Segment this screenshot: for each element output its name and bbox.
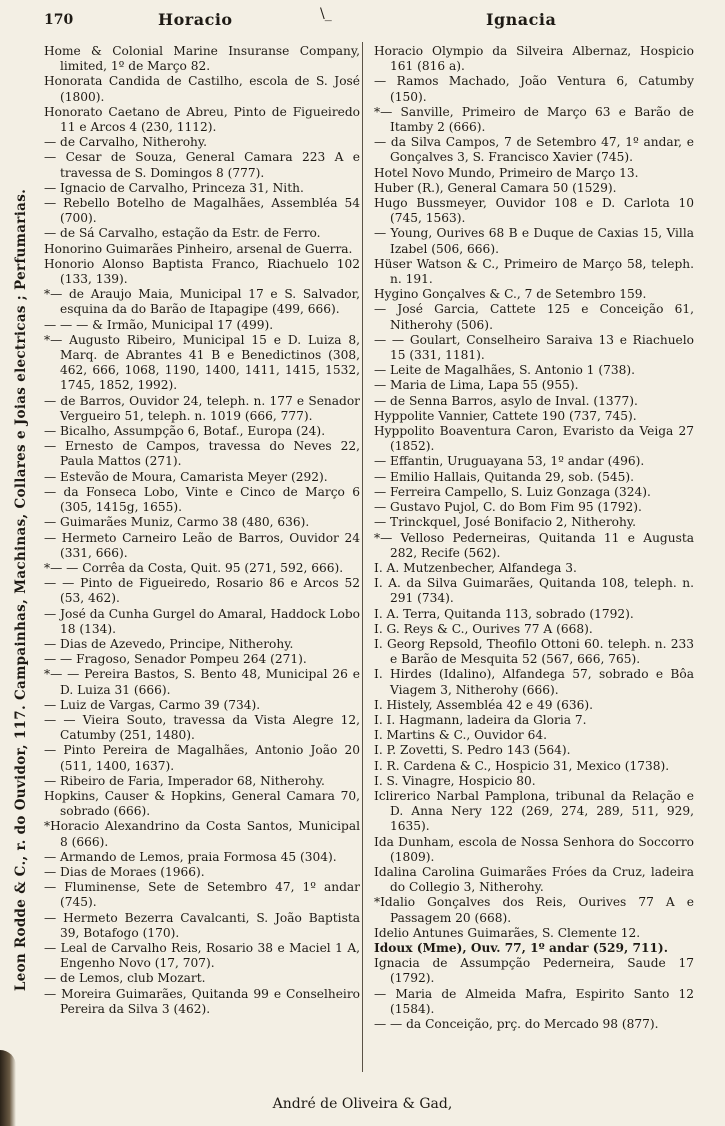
directory-entry: *Horacio Alexandrino da Costa Santos, Municipal 8 (666). — [44, 819, 360, 849]
directory-entry: Home & Colonial Marine Insuranse Company, limited, 1º de Março 82. — [44, 44, 360, 74]
directory-entry: — Dias de Azevedo, Principe, Nitherohy. — [44, 636, 294, 651]
directory-entry: — Leal de Carvalho Reis, Rosario 38 e Maciel 1 A, Engenho Novo (17, 707). — [44, 940, 360, 971]
directory-entry: *— Sanville, Primeiro de Março 63 e Barão de Itamby 2 (666). — [374, 104, 694, 135]
directory-entry: — — Vieira Souto, travessa da Vista Alegre 12, Catumby (251, 1480). — [44, 712, 360, 743]
directory-entry: — Young, Ourives 68 B e Duque de Caxias 15, Villa Izabel (506, 666). — [374, 226, 694, 256]
directory-entry: *— Augusto Ribeiro, Municipal 15 e D. Luiza 8, Marq. de Abrantes 41 B e Benedictinos (308, 462, 666, 1068, 1190, 1400, 1411, 1415, 1532, 1745, 1852, 1992). — [44, 332, 360, 393]
directory-entry: I. A. Terra, Quitanda 113, sobrado (1792). — [374, 606, 634, 621]
left-column — [44, 44, 360, 1017]
directory-entry: I. I. Hagmann, ladeira da Gloria 7. — [374, 712, 587, 727]
directory-entry: Honorata Candida de Castilho, escola de S. José (1800). — [44, 74, 360, 104]
directory-entry: — — Pinto de Figueiredo, Rosario 86 e Arcos 52 (53, 462). — [44, 576, 360, 606]
directory-entry: — — Goulart, Conselheiro Saraiva 13 e Riachuelo 15 (331, 1181). — [374, 332, 694, 363]
directory-entry: — de Barros, Ouvidor 24, teleph. n. 177 e Senador Vergueiro 51, teleph. n. 1019 (666, 777). — [44, 393, 360, 423]
directory-entry: Hüser Watson & C., Primeiro de Março 58, teleph. n. 191. — [374, 256, 694, 287]
directory-entry: — Guimarães Muniz, Carmo 38 (480, 636). — [44, 515, 310, 530]
directory-entry: — de Carvalho, Nitherohy. — [44, 135, 208, 150]
header-mark: \_ — [320, 6, 332, 22]
directory-entry: Honorato Caetano de Abreu, Pinto de Figueiredo 11 e Arcos 4 (230, 1112). — [44, 104, 360, 135]
directory-entry: — — — & Irmão, Municipal 17 (499). — [44, 317, 274, 332]
directory-entry: Honorio Alonso Baptista Franco, Riachuelo 102 (133, 139). — [44, 256, 360, 287]
directory-entry: — Effantin, Uruguayana 53, 1º andar (496). — [374, 454, 645, 469]
directory-entry: — Rebello Botelho de Magalhães, Assembléa 54 (700). — [44, 196, 360, 226]
directory-entry: — Trinckquel, José Bonifacio 2, Nitherohy. — [374, 515, 636, 530]
left-running-title: Horacio — [158, 10, 233, 29]
directory-entry: Hyppolito Boaventura Caron, Evaristo da Veiga 27 (1852). — [374, 424, 694, 454]
directory-entry: Hotel Novo Mundo, Primeiro de Março 13. — [374, 165, 639, 180]
page-edge-stain — [0, 1050, 16, 1126]
directory-entry: *Idalio Gonçalves dos Reis, Ourives 77 A e Passagem 20 (668). — [374, 895, 694, 925]
directory-entry: — da Silva Campos, 7 de Setembro 47, 1º andar, e Gonçalves 3, S. Francisco Xavier (745). — [374, 135, 694, 165]
page-number: 170 — [44, 12, 74, 28]
directory-entry: Horacio Olympio da Silveira Albernaz, Hospicio 161 (816 a). — [374, 44, 694, 74]
directory-entry: — — Fragoso, Senador Pompeu 264 (271). — [44, 652, 307, 667]
directory-entry: — José da Cunha Gurgel do Amaral, Haddock Lobo 18 (134). — [44, 606, 360, 636]
directory-entry: — Leite de Magalhães, S. Antonio 1 (738). — [374, 363, 635, 378]
directory-entry: — Ramos Machado, João Ventura 6, Catumby (150). — [374, 74, 694, 104]
directory-entry: — Emilio Hallais, Quitanda 29, sob. (545). — [374, 469, 635, 484]
directory-entry: — de Lemos, club Mozart. — [44, 971, 206, 986]
directory-entry: *— — Pereira Bastos, S. Bento 48, Municipal 26 e D. Luiza 31 (666). — [44, 667, 360, 697]
directory-entry: — da Fonseca Lobo, Vinte e Cinco de Março 6 (305, 1415g, 1655). — [44, 484, 360, 515]
directory-entry: — Armando de Lemos, praia Formosa 45 (304). — [44, 849, 337, 864]
directory-entry: — Moreira Guimarães, Quitanda 99 e Conselheiro Pereira da Silva 3 (462). — [44, 986, 360, 1016]
directory-entry: I. Hirdes (Idalino), Alfandega 57, sobrado e Bôa Viagem 3, Nitherohy (666). — [374, 667, 694, 697]
directory-entry: Hyppolite Vannier, Cattete 190 (737, 745). — [374, 408, 637, 423]
directory-entry: I. Martins & C., Ouvidor 64. — [374, 728, 547, 743]
directory-entry: *— — Corrêa da Costa, Quit. 95 (271, 592, 666). — [44, 560, 344, 575]
directory-entry: Iclirerico Narbal Pamplona, tribunal da Relação e D. Anna Nery 122 (269, 274, 289, 511, 929, 1635). — [374, 788, 694, 834]
directory-entry: I. P. Zovetti, S. Pedro 143 (564). — [374, 743, 571, 758]
directory-entry: — — da Conceição, prç. do Mercado 98 (877). — [374, 1017, 659, 1031]
directory-entry: — Estevão de Moura, Camarista Meyer (292). — [44, 469, 328, 484]
directory-entry: — Maria de Lima, Lapa 55 (955). — [374, 378, 579, 393]
directory-entry: — José Garcia, Cattete 125 e Conceição 61, Nitherohy (506). — [374, 302, 694, 332]
directory-entry: — Luiz de Vargas, Carmo 39 (734). — [44, 697, 261, 712]
directory-entry: — Ferreira Campello, S. Luiz Gonzaga (324). — [374, 484, 651, 499]
directory-entry: — Dias de Moraes (1966). — [44, 864, 205, 879]
directory-entry: — Pinto Pereira de Magalhães, Antonio João 20 (511, 1400, 1637). — [44, 743, 360, 773]
directory-entry: I. R. Cardena & C., Hospicio 31, Mexico (1738). — [374, 758, 670, 773]
right-running-title: Ignacia — [486, 10, 557, 29]
directory-entry: — Ernesto de Campos, travessa do Neves 22, Paula Mattos (271). — [44, 439, 360, 469]
directory-entry: I. A. Mutzenbecher, Alfandega 3. — [374, 560, 577, 575]
directory-entry: Idelio Antunes Guimarães, S. Clemente 12. — [374, 925, 641, 940]
directory-entry: Idoux (Mme), Ouv. 77, 1º andar (529, 711). — [374, 940, 668, 955]
directory-entry: Ida Dunham, escola de Nossa Senhora do Soccorro (1809). — [374, 834, 694, 864]
directory-entry: — Maria de Almeida Mafra, Espirito Santo 12 (1584). — [374, 986, 694, 1016]
directory-entry: — de Sá Carvalho, estação da Estr. de Ferro. — [44, 226, 321, 241]
side-advertisement-text: Leon Rodde & C., r. do Ouvidor, 117. Campainhas, Machinas, Collares e Joias electricas ; Perfumarias. — [13, 188, 29, 992]
right-column — [374, 44, 694, 1032]
directory-entry: I. Georg Repsold, Theofilo Ottoni 60. teleph. n. 233 e Barão de Mesquita 52 (567, 666, 765). — [374, 636, 694, 667]
directory-entry: *— de Araujo Maia, Municipal 17 e S. Salvador, esquina da do Barão de Itapagipe (499, 666). — [44, 287, 360, 317]
directory-entry: — Ribeiro de Faria, Imperador 68, Nitherohy. — [44, 773, 325, 788]
page-header — [0, 4, 725, 32]
directory-entry: I. S. Vinagre, Hospicio 80. — [374, 773, 536, 788]
directory-entry: I. A. da Silva Guimarães, Quitanda 108, teleph. n. 291 (734). — [374, 576, 694, 606]
directory-entry: — de Senna Barros, asylo de Inval. (1377). — [374, 393, 638, 408]
directory-entry: Honorino Guimarães Pinheiro, arsenal de Guerra. — [44, 241, 353, 256]
column-divider — [362, 42, 363, 1072]
directory-entry: — Cesar de Souza, General Camara 223 A e travessa de S. Domingos 8 (777). — [44, 150, 360, 180]
directory-entry: — Hermeto Bezerra Cavalcanti, S. João Baptista 39, Botafogo (170). — [44, 910, 360, 940]
directory-entry: — Hermeto Carneiro Leão de Barros, Ouvidor 24 (331, 666). — [44, 530, 360, 560]
directory-entry: *— Velloso Pederneiras, Quitanda 11 e Augusta 282, Recife (562). — [374, 530, 694, 560]
directory-entry: — Gustavo Pujol, C. do Bom Fim 95 (1792). — [374, 500, 642, 515]
directory-entry: — Bicalho, Assumpção 6, Botaf., Europa (24). — [44, 424, 326, 439]
side-advertisement — [6, 160, 36, 1020]
directory-entry: — Fluminense, Sete de Setembro 47, 1º andar (745). — [44, 880, 360, 910]
page-footer: André de Oliveira & Gad, — [272, 1096, 453, 1112]
directory-entry: Huber (R.), General Camara 50 (1529). — [374, 180, 617, 195]
directory-entry: Hugo Bussmeyer, Ouvidor 108 e D. Carlota 10 (745, 1563). — [374, 196, 694, 226]
directory-entry: I. G. Reys & C., Ourives 77 A (668). — [374, 621, 593, 636]
directory-entry: — Ignacio de Carvalho, Princeza 31, Nith. — [44, 180, 304, 195]
directory-entry: Hygino Gonçalves & C., 7 de Setembro 159. — [374, 287, 647, 302]
directory-entry: Idalina Carolina Guimarães Fróes da Cruz, ladeira do Collegio 3, Nitherohy. — [374, 864, 694, 895]
directory-entry: Hopkins, Causer & Hopkins, General Camara 70, sobrado (666). — [44, 788, 360, 819]
directory-entry: Ignacia de Assumpção Pederneira, Saude 17 (1792). — [374, 956, 694, 986]
directory-entry: I. Histely, Assembléa 42 e 49 (636). — [374, 697, 593, 712]
